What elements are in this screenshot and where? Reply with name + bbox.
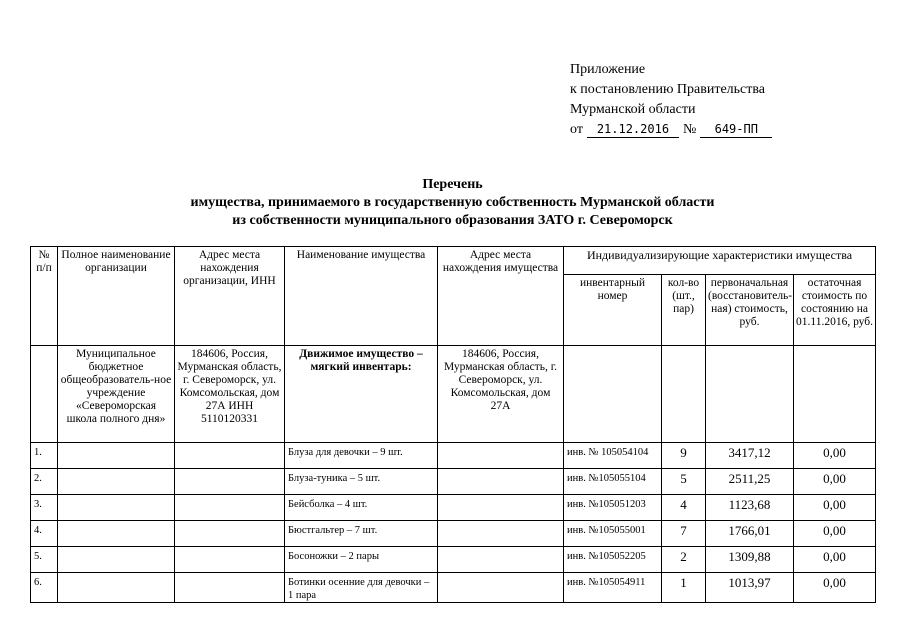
item-residual-cost: 0,00 bbox=[794, 495, 876, 521]
appendix-line-1: Приложение bbox=[570, 62, 646, 77]
item-org bbox=[58, 573, 175, 603]
item-property-address bbox=[438, 495, 564, 521]
item-name: Бейсболка – 4 шт. bbox=[285, 495, 438, 521]
item-name: Блуза-туника – 5 шт. bbox=[285, 469, 438, 495]
item-inventory: инв. №105055001 bbox=[564, 521, 662, 547]
property-address: 184606, Россия, Мурманская область, г. Североморск, ул. Комсомольская, дом 27А bbox=[438, 346, 564, 443]
appendix-line-3: Мурманской области bbox=[570, 102, 696, 117]
item-org bbox=[58, 443, 175, 469]
item-residual-cost: 0,00 bbox=[794, 443, 876, 469]
item-qty: 9 bbox=[662, 443, 706, 469]
org-row-initial bbox=[706, 346, 794, 443]
item-org bbox=[58, 521, 175, 547]
item-org bbox=[58, 469, 175, 495]
item-org-address bbox=[175, 469, 285, 495]
item-qty: 7 bbox=[662, 521, 706, 547]
from-label: от bbox=[570, 122, 583, 137]
item-num: 4. bbox=[31, 521, 58, 547]
item-initial-cost: 1123,68 bbox=[706, 495, 794, 521]
item-qty: 1 bbox=[662, 573, 706, 603]
header-individual: Индивидуализирующие характеристики имущества bbox=[564, 247, 876, 275]
item-qty: 5 bbox=[662, 469, 706, 495]
item-name: Ботинки осенние для девочки – 1 пара bbox=[285, 573, 438, 603]
table-row bbox=[31, 443, 876, 469]
item-initial-cost: 2511,25 bbox=[706, 469, 794, 495]
item-name: Босоножки – 2 пары bbox=[285, 547, 438, 573]
appendix-block bbox=[570, 60, 772, 140]
item-qty: 2 bbox=[662, 547, 706, 573]
org-address: 184606, Россия, Мурманская область, г. Североморск, ул. Комсомольская, дом 27А ИНН 5110120331 bbox=[175, 346, 285, 443]
item-inventory: инв. №105051203 bbox=[564, 495, 662, 521]
item-property-address bbox=[438, 443, 564, 469]
org-row-num bbox=[31, 346, 58, 443]
appendix-line-2: к постановлению Правительства bbox=[570, 82, 766, 97]
header-num: № п/п bbox=[31, 247, 58, 346]
item-inventory: инв. № 105054104 bbox=[564, 443, 662, 469]
resolution-number: 649-ПП bbox=[700, 122, 772, 138]
item-org-address bbox=[175, 547, 285, 573]
table-row bbox=[31, 469, 876, 495]
item-qty: 4 bbox=[662, 495, 706, 521]
org-name: Муниципальное бюджетное общеобразователь-ное учреждение «Североморская школа полного дня» bbox=[58, 346, 175, 443]
item-org-address bbox=[175, 443, 285, 469]
item-num: 2. bbox=[31, 469, 58, 495]
item-org bbox=[58, 495, 175, 521]
item-org bbox=[58, 547, 175, 573]
item-num: 6. bbox=[31, 573, 58, 603]
item-inventory: инв. №105055104 bbox=[564, 469, 662, 495]
item-residual-cost: 0,00 bbox=[794, 547, 876, 573]
property-table bbox=[30, 246, 876, 603]
item-property-address bbox=[438, 521, 564, 547]
table-row bbox=[31, 521, 876, 547]
resolution-date: 21.12.2016 bbox=[587, 122, 679, 138]
header-inventory: инвентарный номер bbox=[564, 275, 662, 346]
header-qty: кол-во (шт., пар) bbox=[662, 275, 706, 346]
header-initial-cost: первоначальная (восстановитель-ная) стоимость, руб. bbox=[706, 275, 794, 346]
item-residual-cost: 0,00 bbox=[794, 521, 876, 547]
header-org: Полное наименование организации bbox=[58, 247, 175, 346]
appendix-date-line bbox=[570, 120, 772, 140]
header-org-address: Адрес места нахождения организации, ИНН bbox=[175, 247, 285, 346]
org-row-inventory bbox=[564, 346, 662, 443]
number-label: № bbox=[682, 122, 697, 137]
item-initial-cost: 1766,01 bbox=[706, 521, 794, 547]
header-row-1 bbox=[31, 247, 876, 275]
item-inventory: инв. №105054911 bbox=[564, 573, 662, 603]
item-inventory: инв. №105052205 bbox=[564, 547, 662, 573]
header-name: Наименование имущества bbox=[285, 247, 438, 346]
item-initial-cost: 1309,88 bbox=[706, 547, 794, 573]
item-property-address bbox=[438, 469, 564, 495]
item-residual-cost: 0,00 bbox=[794, 469, 876, 495]
table-row bbox=[31, 573, 876, 603]
item-name: Бюстгальтер – 7 шт. bbox=[285, 521, 438, 547]
table-row bbox=[31, 495, 876, 521]
item-num: 1. bbox=[31, 443, 58, 469]
org-row-residual bbox=[794, 346, 876, 443]
item-initial-cost: 3417,12 bbox=[706, 443, 794, 469]
title-line-3: из собственности муниципального образования ЗАТО г. Североморск bbox=[232, 213, 673, 228]
item-property-address bbox=[438, 547, 564, 573]
item-num: 3. bbox=[31, 495, 58, 521]
item-org-address bbox=[175, 495, 285, 521]
item-residual-cost: 0,00 bbox=[794, 573, 876, 603]
item-property-address bbox=[438, 573, 564, 603]
item-org-address bbox=[175, 573, 285, 603]
property-group: Движимое имущество – мягкий инвентарь: bbox=[285, 346, 438, 443]
document-title bbox=[0, 176, 905, 230]
item-name: Блуза для девочки – 9 шт. bbox=[285, 443, 438, 469]
title-line-1: Перечень bbox=[422, 177, 483, 192]
table-row bbox=[31, 547, 876, 573]
org-row-qty bbox=[662, 346, 706, 443]
header-property-address: Адрес места нахождения имущества bbox=[438, 247, 564, 346]
title-line-2: имущества, принимаемого в государственную собственность Мурманской области bbox=[190, 195, 715, 210]
org-row bbox=[31, 346, 876, 443]
item-org-address bbox=[175, 521, 285, 547]
header-residual-cost: остаточная стоимость по состоянию на 01.11.2016, руб. bbox=[794, 275, 876, 346]
item-num: 5. bbox=[31, 547, 58, 573]
item-initial-cost: 1013,97 bbox=[706, 573, 794, 603]
